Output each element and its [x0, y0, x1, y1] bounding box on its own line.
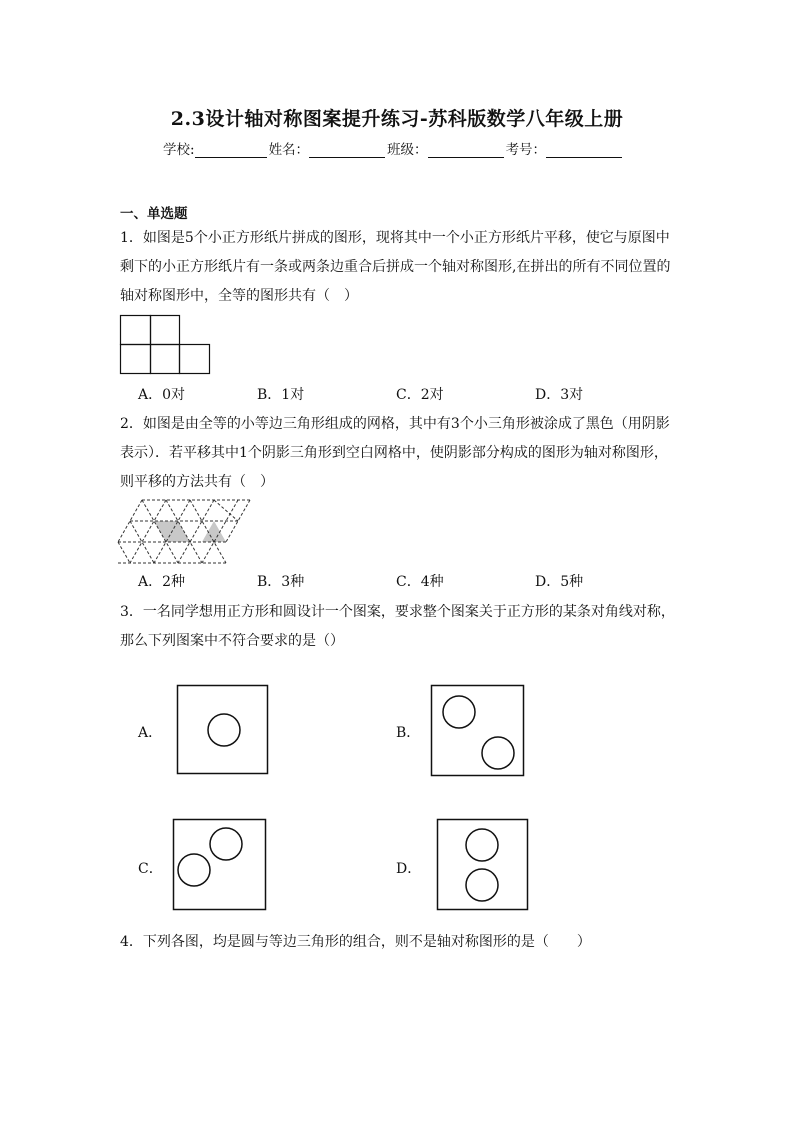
question-1-squares-figure	[120, 315, 212, 375]
question-1-text: 1．如图是5个小正方形纸片拼成的图形，现将其中一个小正方形纸片平移，使它与原图中剩下的小正方形纸片有一条或两条边重合后拼成一个轴对称图形,在拼出的所有不同位置的轴对称图形中，全等的图形共有（ ）	[120, 230, 671, 304]
question-3-text: 3．一名同学想用正方形和圆设计一个图案，要求整个图案关于正方形的某条对角线对称，那么下列图案中不符合要求的是（）	[120, 604, 675, 649]
option-b[interactable]: B．1对	[257, 387, 305, 403]
name-blank[interactable]	[309, 141, 385, 158]
page-title: 2.3设计轴对称图案提升练习-苏科版数学八年级上册	[170, 108, 624, 130]
figure-a-square-circle	[176, 684, 270, 776]
section-heading: 一、单选题	[120, 206, 188, 222]
figure-d-square-circles	[436, 818, 530, 912]
option-c[interactable]: C．2对	[396, 387, 444, 403]
figure-b-square-circles	[430, 684, 526, 778]
figure-d-label[interactable]: D．	[396, 861, 422, 877]
student-info-line	[163, 138, 624, 158]
question-2-text: 2．如图是由全等的小等边三角形组成的网格，其中有3个小三角形被涂成了黑色（用阴影表示）．若平移其中1个阴影三角形到空白网格中，使阴影部分构成的图形为轴对称图形，则平移的方法共有（ ）	[120, 416, 670, 490]
class-blank[interactable]	[428, 141, 504, 158]
option-d[interactable]: D．3对	[535, 387, 584, 403]
option-c[interactable]: C．4种	[396, 574, 444, 590]
option-d[interactable]: D．5种	[535, 574, 584, 590]
figure-a-label[interactable]: A．	[138, 725, 163, 741]
exam-number-blank[interactable]	[546, 141, 622, 158]
figure-c-square-circles	[172, 818, 268, 912]
question-4-text: 4．下列各图，均是圆与等边三角形的组合，则不是轴对称图形的是（ ）	[120, 934, 591, 950]
figure-b-label[interactable]: B．	[396, 725, 421, 741]
school-label: 学校:	[163, 142, 195, 158]
figure-c-label[interactable]: C．	[138, 861, 163, 877]
option-a[interactable]: A．0对	[138, 387, 186, 403]
option-b[interactable]: B．3种	[257, 574, 305, 590]
exam-number-label: 考号：	[505, 142, 547, 158]
class-label: 班级：	[387, 142, 428, 158]
school-blank[interactable]	[195, 141, 267, 158]
option-a[interactable]: A．2种	[138, 574, 186, 590]
name-label: 姓名：	[268, 142, 310, 158]
question-2-triangle-grid-figure	[118, 500, 260, 566]
